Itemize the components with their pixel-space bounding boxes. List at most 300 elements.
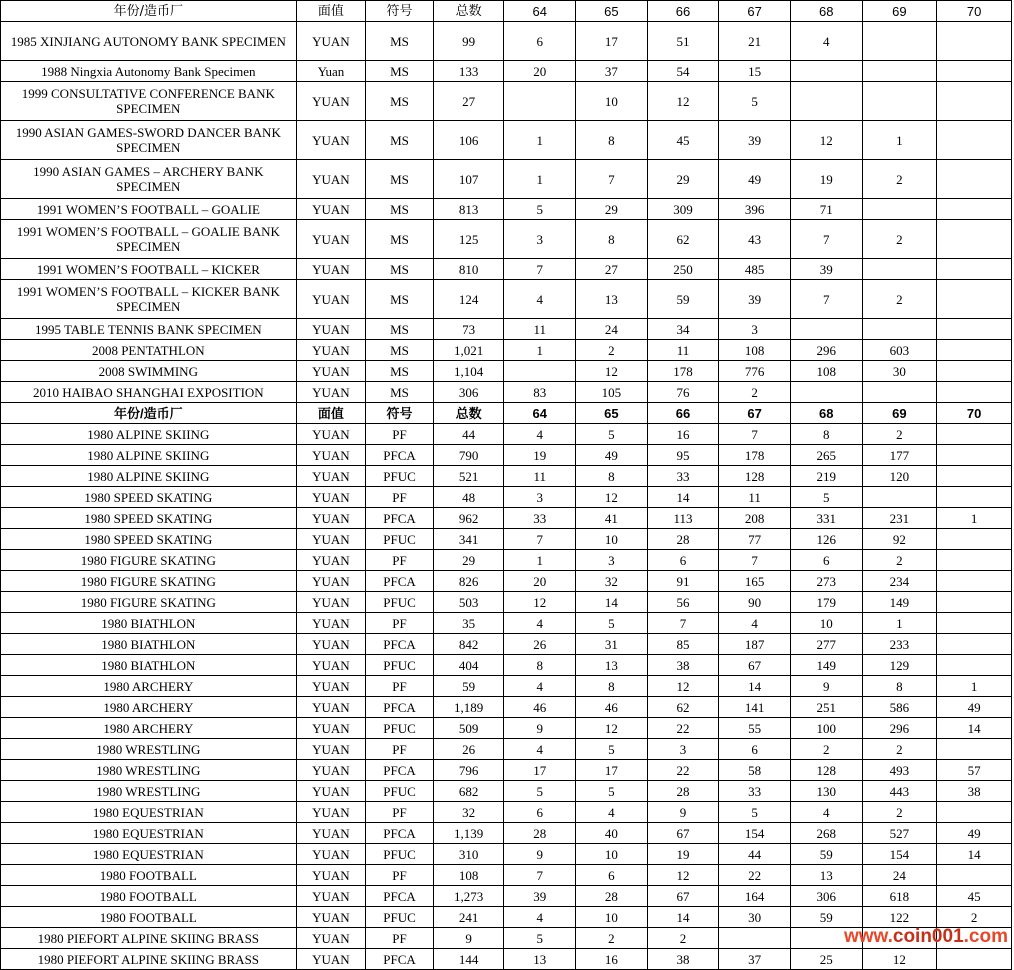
cell-grade-70: [937, 259, 1012, 280]
cell-grade-69: 618: [862, 886, 937, 907]
cell-grade-66: 14: [647, 487, 719, 508]
cell-year-mint: 1980 PIEFORT ALPINE SKIING BRASS: [1, 928, 297, 949]
cell-grade-65: 28: [576, 886, 648, 907]
cell-grade-64: 12: [504, 592, 576, 613]
cell-grade-66: 91: [647, 571, 719, 592]
cell-total: 9: [433, 928, 504, 949]
cell-grade-65: 10: [576, 907, 648, 928]
table-row: [1, 718, 1012, 739]
cell-grade-70: 14: [937, 844, 1012, 865]
cell-grade-64: 1: [504, 160, 576, 199]
cell-grade-66: 6: [647, 550, 719, 571]
cell-symbol: MS: [366, 22, 434, 61]
cell-grade-67: 2: [719, 382, 791, 403]
cell-grade-66: 11: [647, 340, 719, 361]
cell-year-mint: 1980 SPEED SKATING: [1, 487, 297, 508]
cell-grade-66: 33: [647, 466, 719, 487]
cell-grade-67: 39: [719, 121, 791, 160]
cell-grade-68: 296: [790, 340, 862, 361]
cell-denomination: YUAN: [296, 529, 366, 550]
cell-grade-64: 9: [504, 718, 576, 739]
cell-grade-67: 5: [719, 802, 791, 823]
cell-grade-69: 120: [862, 466, 937, 487]
cell-grade-64: 8: [504, 655, 576, 676]
cell-grade-64: 3: [504, 220, 576, 259]
cell-symbol: PFCA: [366, 949, 434, 970]
watermark-suffix: .com: [963, 926, 1008, 947]
cell-grade-69: 527: [862, 823, 937, 844]
header2-grade-66: 66: [647, 403, 719, 424]
cell-grade-66: 56: [647, 592, 719, 613]
cell-denomination: YUAN: [296, 220, 366, 259]
cell-grade-64: 33: [504, 508, 576, 529]
cell-grade-64: 17: [504, 760, 576, 781]
cell-grade-70: [937, 22, 1012, 61]
cell-grade-64: 19: [504, 445, 576, 466]
cell-grade-70: [937, 928, 1012, 949]
cell-grade-65: 29: [576, 199, 648, 220]
table-section-header-pf: [1, 403, 1012, 424]
cell-grade-64: 11: [504, 319, 576, 340]
cell-grade-66: 22: [647, 760, 719, 781]
table-row: [1, 319, 1012, 340]
cell-grade-68: 265: [790, 445, 862, 466]
cell-total: 810: [433, 259, 504, 280]
cell-denomination: YUAN: [296, 802, 366, 823]
cell-grade-70: [937, 361, 1012, 382]
cell-grade-69: 233: [862, 634, 937, 655]
cell-year-mint: 1980 FOOTBALL: [1, 886, 297, 907]
cell-grade-69: 8: [862, 676, 937, 697]
cell-grade-69: 2: [862, 802, 937, 823]
cell-grade-67: 108: [719, 340, 791, 361]
cell-grade-70: [937, 634, 1012, 655]
cell-grade-69: [862, 61, 937, 82]
cell-symbol: PFUC: [366, 907, 434, 928]
cell-symbol: PFCA: [366, 634, 434, 655]
cell-symbol: PF: [366, 928, 434, 949]
cell-grade-66: 22: [647, 718, 719, 739]
cell-denomination: YUAN: [296, 361, 366, 382]
header2-grade-65: 65: [576, 403, 648, 424]
table-row: [1, 487, 1012, 508]
cell-grade-70: [937, 802, 1012, 823]
cell-grade-68: 273: [790, 571, 862, 592]
table-row: [1, 280, 1012, 319]
cell-grade-67: 55: [719, 718, 791, 739]
cell-grade-65: 49: [576, 445, 648, 466]
cell-grade-65: 12: [576, 718, 648, 739]
cell-grade-69: 2: [862, 220, 937, 259]
cell-grade-65: 27: [576, 259, 648, 280]
cell-total: 842: [433, 634, 504, 655]
cell-grade-67: 49: [719, 160, 791, 199]
cell-grade-70: [937, 739, 1012, 760]
cell-grade-68: 12: [790, 121, 862, 160]
cell-grade-70: [937, 466, 1012, 487]
cell-grade-69: 30: [862, 361, 937, 382]
cell-grade-69: 122: [862, 907, 937, 928]
cell-denomination: YUAN: [296, 655, 366, 676]
table-row: [1, 634, 1012, 655]
cell-symbol: PFUC: [366, 718, 434, 739]
cell-grade-66: 309: [647, 199, 719, 220]
header2-total: 总数: [433, 403, 504, 424]
cell-grade-64: 4: [504, 424, 576, 445]
cell-grade-65: 31: [576, 634, 648, 655]
cell-grade-69: 149: [862, 592, 937, 613]
cell-year-mint: 1980 FOOTBALL: [1, 865, 297, 886]
cell-grade-67: 43: [719, 220, 791, 259]
cell-year-mint: 1980 FIGURE SKATING: [1, 550, 297, 571]
table-row: [1, 886, 1012, 907]
cell-grade-66: 250: [647, 259, 719, 280]
cell-grade-66: 34: [647, 319, 719, 340]
cell-grade-68: 126: [790, 529, 862, 550]
cell-denomination: YUAN: [296, 634, 366, 655]
table-row: [1, 865, 1012, 886]
cell-grade-64: [504, 361, 576, 382]
header-grade-68: 68: [790, 1, 862, 22]
cell-denomination: YUAN: [296, 259, 366, 280]
cell-grade-69: 2: [862, 550, 937, 571]
cell-year-mint: 1980 ALPINE SKIING: [1, 424, 297, 445]
cell-total: 1,104: [433, 361, 504, 382]
cell-total: 310: [433, 844, 504, 865]
cell-symbol: PFUC: [366, 781, 434, 802]
cell-grade-64: 7: [504, 259, 576, 280]
cell-grade-69: [862, 487, 937, 508]
cell-grade-70: [937, 613, 1012, 634]
cell-grade-67: 396: [719, 199, 791, 220]
cell-denomination: YUAN: [296, 928, 366, 949]
cell-symbol: MS: [366, 361, 434, 382]
cell-grade-69: 1: [862, 121, 937, 160]
cell-grade-70: [937, 592, 1012, 613]
cell-total: 125: [433, 220, 504, 259]
cell-total: 1,273: [433, 886, 504, 907]
cell-grade-65: 46: [576, 697, 648, 718]
cell-total: 306: [433, 382, 504, 403]
cell-grade-68: 108: [790, 361, 862, 382]
cell-grade-68: 331: [790, 508, 862, 529]
cell-grade-70: [937, 529, 1012, 550]
cell-symbol: PFUC: [366, 592, 434, 613]
cell-grade-65: 13: [576, 280, 648, 319]
table-row: [1, 199, 1012, 220]
cell-year-mint: 1991 WOMEN’S FOOTBALL – GOALIE: [1, 199, 297, 220]
cell-grade-65: 105: [576, 382, 648, 403]
cell-year-mint: 1980 BIATHLON: [1, 655, 297, 676]
cell-grade-66: 3: [647, 739, 719, 760]
table-row: [1, 802, 1012, 823]
cell-grade-66: 12: [647, 865, 719, 886]
cell-grade-68: 4: [790, 22, 862, 61]
cell-total: 241: [433, 907, 504, 928]
table-row: [1, 613, 1012, 634]
cell-grade-68: 268: [790, 823, 862, 844]
cell-grade-67: 77: [719, 529, 791, 550]
cell-grade-64: 13: [504, 949, 576, 970]
table-row: [1, 424, 1012, 445]
cell-denomination: YUAN: [296, 697, 366, 718]
cell-grade-66: 7: [647, 613, 719, 634]
cell-grade-70: 1: [937, 676, 1012, 697]
cell-denomination: YUAN: [296, 676, 366, 697]
cell-symbol: MS: [366, 220, 434, 259]
cell-denomination: YUAN: [296, 382, 366, 403]
cell-grade-70: [937, 160, 1012, 199]
cell-grade-67: 37: [719, 949, 791, 970]
header-grade-65: 65: [576, 1, 648, 22]
cell-grade-67: 39: [719, 280, 791, 319]
cell-grade-65: 41: [576, 508, 648, 529]
table-row: [1, 220, 1012, 259]
cell-grade-69: 154: [862, 844, 937, 865]
cell-grade-69: 177: [862, 445, 937, 466]
cell-grade-64: 5: [504, 781, 576, 802]
cell-total: 99: [433, 22, 504, 61]
cell-grade-70: [937, 487, 1012, 508]
cell-grade-65: 5: [576, 739, 648, 760]
cell-symbol: PFCA: [366, 823, 434, 844]
table-row: [1, 121, 1012, 160]
cell-grade-64: 7: [504, 529, 576, 550]
cell-grade-69: [862, 199, 937, 220]
cell-total: 106: [433, 121, 504, 160]
cell-denomination: YUAN: [296, 508, 366, 529]
cell-year-mint: 1990 ASIAN GAMES-SWORD DANCER BANK SPECIMEN: [1, 121, 297, 160]
cell-total: 26: [433, 739, 504, 760]
table-row: [1, 382, 1012, 403]
cell-denomination: YUAN: [296, 613, 366, 634]
cell-symbol: PF: [366, 802, 434, 823]
cell-grade-64: 5: [504, 199, 576, 220]
table-row: [1, 529, 1012, 550]
cell-grade-70: [937, 550, 1012, 571]
cell-symbol: PFCA: [366, 760, 434, 781]
cell-grade-65: 32: [576, 571, 648, 592]
cell-grade-68: 100: [790, 718, 862, 739]
cell-grade-70: [937, 445, 1012, 466]
cell-grade-66: 62: [647, 220, 719, 259]
header-year-mint: 年份/造币厂: [1, 1, 297, 22]
cell-grade-70: 45: [937, 886, 1012, 907]
table-row: [1, 550, 1012, 571]
cell-grade-66: 113: [647, 508, 719, 529]
cell-symbol: MS: [366, 199, 434, 220]
cell-total: 27: [433, 82, 504, 121]
table-row: [1, 361, 1012, 382]
cell-denomination: YUAN: [296, 886, 366, 907]
cell-grade-70: [937, 865, 1012, 886]
cell-grade-68: 5: [790, 487, 862, 508]
cell-year-mint: 1980 EQUESTRIAN: [1, 802, 297, 823]
cell-year-mint: 1980 BIATHLON: [1, 613, 297, 634]
cell-grade-67: 187: [719, 634, 791, 655]
cell-denomination: YUAN: [296, 319, 366, 340]
cell-grade-64: 1: [504, 340, 576, 361]
cell-grade-66: 67: [647, 886, 719, 907]
cell-grade-65: 8: [576, 121, 648, 160]
cell-denomination: YUAN: [296, 280, 366, 319]
cell-grade-66: 76: [647, 382, 719, 403]
cell-grade-65: 5: [576, 613, 648, 634]
table-row: [1, 592, 1012, 613]
cell-grade-65: 17: [576, 22, 648, 61]
cell-grade-64: 9: [504, 844, 576, 865]
cell-denomination: YUAN: [296, 550, 366, 571]
cell-symbol: PF: [366, 424, 434, 445]
header2-denomination: 面值: [296, 403, 366, 424]
cell-grade-67: 208: [719, 508, 791, 529]
cell-grade-68: 8: [790, 424, 862, 445]
cell-grade-66: 29: [647, 160, 719, 199]
cell-grade-65: 2: [576, 340, 648, 361]
cell-grade-68: [790, 82, 862, 121]
cell-grade-66: 67: [647, 823, 719, 844]
cell-grade-64: 1: [504, 121, 576, 160]
table-row: [1, 160, 1012, 199]
cell-grade-64: 26: [504, 634, 576, 655]
cell-grade-65: 4: [576, 802, 648, 823]
cell-grade-70: [937, 220, 1012, 259]
cell-grade-67: 90: [719, 592, 791, 613]
cell-symbol: PFUC: [366, 655, 434, 676]
cell-total: 796: [433, 760, 504, 781]
table-row: [1, 466, 1012, 487]
cell-year-mint: 1980 ARCHERY: [1, 718, 297, 739]
cell-year-mint: 1980 FIGURE SKATING: [1, 571, 297, 592]
cell-grade-67: 67: [719, 655, 791, 676]
cell-symbol: MS: [366, 160, 434, 199]
cell-total: 1,139: [433, 823, 504, 844]
cell-grade-69: 443: [862, 781, 937, 802]
header-grade-70: 70: [937, 1, 1012, 22]
table-row: [1, 676, 1012, 697]
cell-grade-67: 165: [719, 571, 791, 592]
cell-grade-69: [862, 382, 937, 403]
cell-grade-65: 2: [576, 928, 648, 949]
cell-grade-66: 16: [647, 424, 719, 445]
cell-denomination: Yuan: [296, 61, 366, 82]
cell-grade-70: 49: [937, 823, 1012, 844]
cell-grade-64: 1: [504, 550, 576, 571]
cell-grade-69: 234: [862, 571, 937, 592]
cell-year-mint: 1980 BIATHLON: [1, 634, 297, 655]
cell-grade-70: [937, 340, 1012, 361]
cell-grade-69: 2: [862, 424, 937, 445]
header2-year-mint: 年份/造币厂: [1, 403, 297, 424]
cell-denomination: YUAN: [296, 466, 366, 487]
cell-grade-68: 277: [790, 634, 862, 655]
cell-denomination: YUAN: [296, 160, 366, 199]
cell-year-mint: 1980 PIEFORT ALPINE SKIING BRASS: [1, 949, 297, 970]
cell-year-mint: 2008 PENTATHLON: [1, 340, 297, 361]
cell-total: 521: [433, 466, 504, 487]
cell-grade-65: 37: [576, 61, 648, 82]
cell-symbol: PFUC: [366, 466, 434, 487]
table-row: [1, 907, 1012, 928]
section-header-row: [1, 403, 1012, 424]
cell-denomination: YUAN: [296, 844, 366, 865]
cell-grade-70: 2: [937, 907, 1012, 928]
cell-grade-66: 95: [647, 445, 719, 466]
cell-grade-69: 92: [862, 529, 937, 550]
cell-grade-64: 83: [504, 382, 576, 403]
cell-grade-65: 8: [576, 676, 648, 697]
cell-grade-70: [937, 571, 1012, 592]
cell-year-mint: 1980 EQUESTRIAN: [1, 844, 297, 865]
cell-grade-69: 231: [862, 508, 937, 529]
cell-grade-68: 10: [790, 613, 862, 634]
cell-grade-65: 24: [576, 319, 648, 340]
cell-denomination: YUAN: [296, 571, 366, 592]
cell-grade-67: 485: [719, 259, 791, 280]
cell-total: 48: [433, 487, 504, 508]
cell-grade-67: 22: [719, 865, 791, 886]
cell-grade-64: 4: [504, 676, 576, 697]
cell-grade-65: 40: [576, 823, 648, 844]
header2-grade-64: 64: [504, 403, 576, 424]
header-grade-64: 64: [504, 1, 576, 22]
cell-grade-70: [937, 424, 1012, 445]
cell-year-mint: 1980 FOOTBALL: [1, 907, 297, 928]
cell-grade-67: 154: [719, 823, 791, 844]
cell-total: 682: [433, 781, 504, 802]
cell-grade-69: 493: [862, 760, 937, 781]
cell-grade-69: 2: [862, 280, 937, 319]
cell-total: 144: [433, 949, 504, 970]
cell-year-mint: 1980 ALPINE SKIING: [1, 445, 297, 466]
cell-grade-68: [790, 382, 862, 403]
cell-year-mint: 1980 FIGURE SKATING: [1, 592, 297, 613]
table-row: [1, 22, 1012, 61]
cell-grade-68: [790, 928, 862, 949]
cell-total: 133: [433, 61, 504, 82]
cell-grade-66: 14: [647, 907, 719, 928]
cell-grade-69: 24: [862, 865, 937, 886]
cell-total: 341: [433, 529, 504, 550]
cell-year-mint: 2010 HAIBAO SHANGHAI EXPOSITION: [1, 382, 297, 403]
cell-grade-69: 603: [862, 340, 937, 361]
cell-symbol: PFCA: [366, 508, 434, 529]
cell-grade-64: 4: [504, 739, 576, 760]
cell-grade-66: 62: [647, 697, 719, 718]
cell-symbol: PF: [366, 676, 434, 697]
cell-year-mint: 1991 WOMEN’S FOOTBALL – KICKER: [1, 259, 297, 280]
cell-grade-70: 57: [937, 760, 1012, 781]
header2-grade-70: 70: [937, 403, 1012, 424]
cell-grade-68: [790, 61, 862, 82]
cell-denomination: YUAN: [296, 907, 366, 928]
cell-grade-67: 58: [719, 760, 791, 781]
cell-grade-68: 149: [790, 655, 862, 676]
cell-year-mint: 1980 WRESTLING: [1, 760, 297, 781]
cell-year-mint: 2008 SWIMMING: [1, 361, 297, 382]
cell-grade-70: [937, 655, 1012, 676]
cell-grade-67: 128: [719, 466, 791, 487]
cell-grade-66: 59: [647, 280, 719, 319]
cell-total: 44: [433, 424, 504, 445]
cell-grade-67: 33: [719, 781, 791, 802]
cell-symbol: MS: [366, 259, 434, 280]
cell-year-mint: 1988 Ningxia Autonomy Bank Specimen: [1, 61, 297, 82]
cell-grade-65: 5: [576, 781, 648, 802]
cell-total: 1,021: [433, 340, 504, 361]
cell-grade-66: 28: [647, 781, 719, 802]
cell-grade-69: [862, 259, 937, 280]
